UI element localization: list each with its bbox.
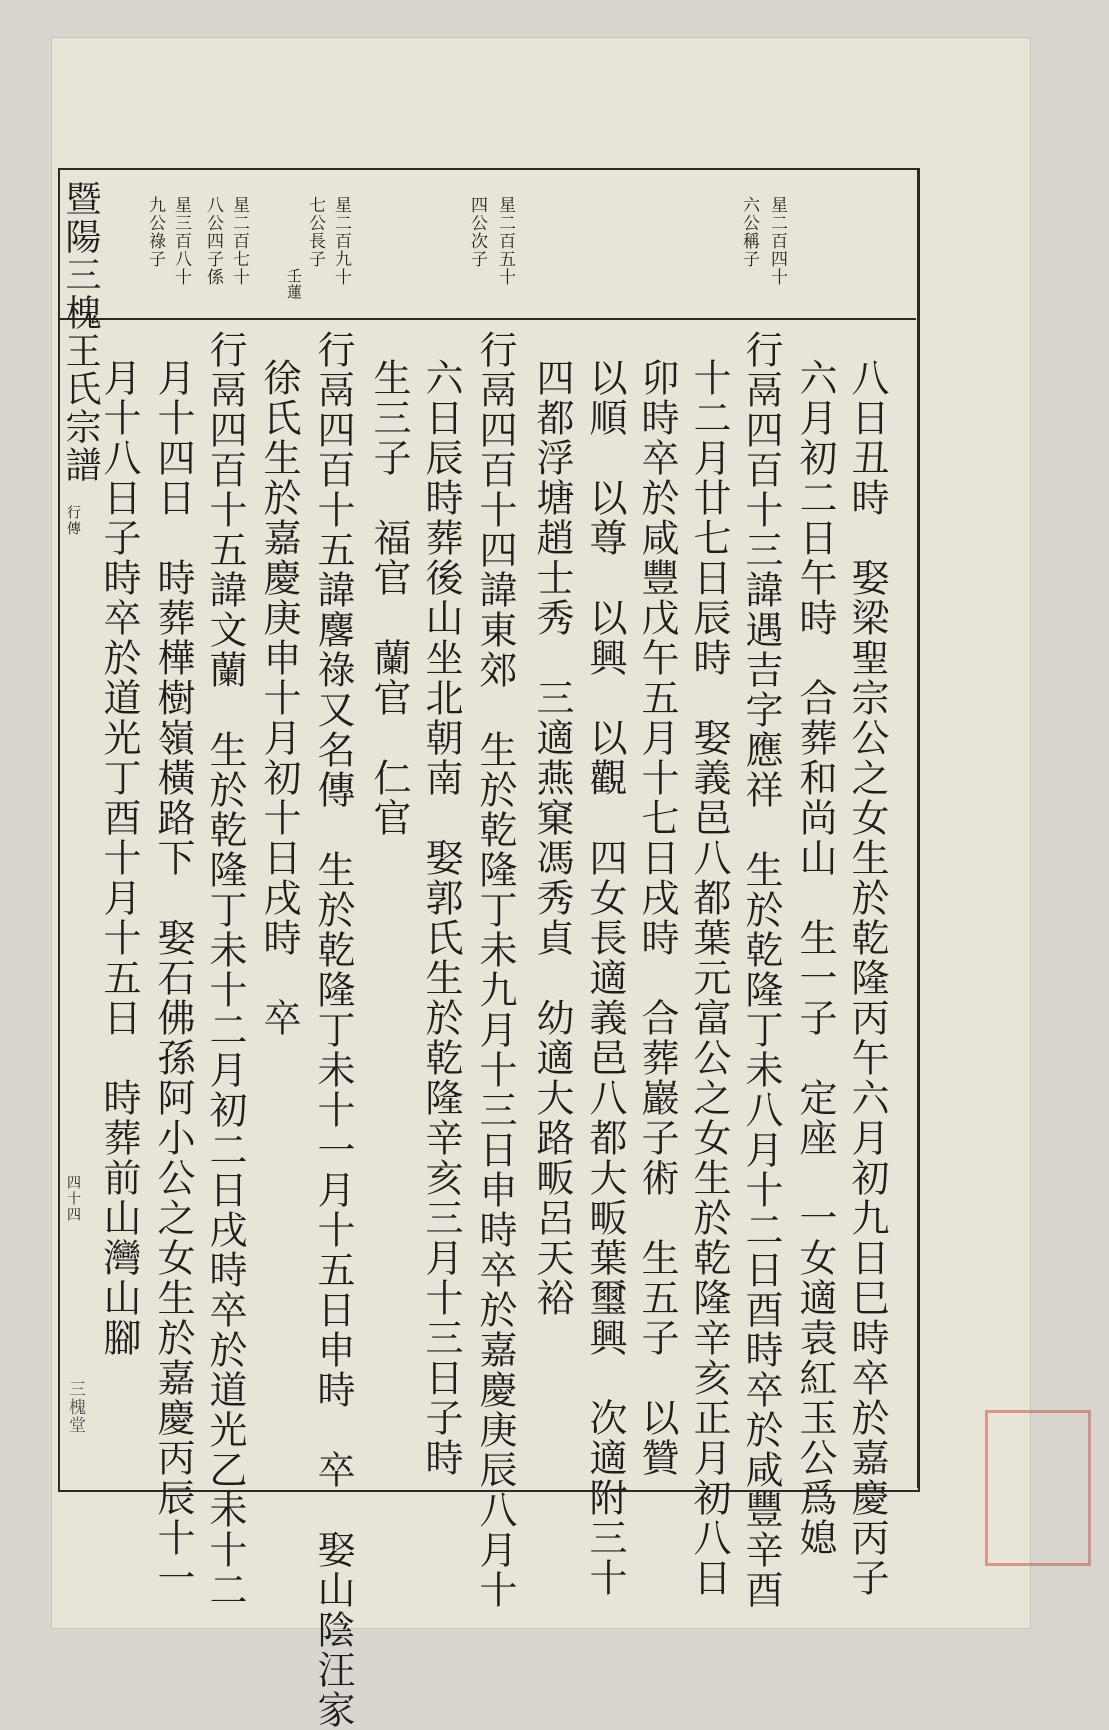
text-column-7: 四都浮塘趙士秀 三適燕窠馮秀貞 幼適大路畈呂天裕 [530, 358, 574, 1318]
library-seal [985, 1410, 1091, 1566]
text-column-1: 八日丑時 娶梁聖宗公之女生於乾隆丙午六月初九日巳時卒於嘉慶丙子 [845, 358, 889, 1598]
text-column-9: 六日辰時葬後山坐北朝南 娶郭氏生於乾隆辛亥三月十三日子時 [419, 358, 463, 1478]
text-column-2: 六月初二日午時 合葬和尚山 生一子 定座 一女適袁紅玉公爲媳 [793, 358, 837, 1558]
text-column-10: 生三子 福官 蘭官 仁官 [367, 358, 411, 838]
margin-section: 行傳 [65, 505, 81, 537]
upper-note-5-line2: 九公祿子 [145, 196, 165, 268]
upper-note-3-line2: 七公長子 [305, 196, 325, 268]
margin-title: 暨陽三槐王氏宗譜 [60, 180, 101, 484]
upper-note-4-line2: 八公四子係 [203, 196, 223, 286]
upper-note-1-line2: 六公稱子 [739, 196, 759, 268]
upper-note-1-line1: 星二百四十 [767, 196, 787, 286]
text-column-6: 以順 以尊 以興 以觀 四女長適義邑八都大畈葉璽興 次適附三十 [583, 358, 627, 1598]
upper-note-5-line1: 星三百八十 [171, 196, 191, 286]
upper-note-3-line1: 星二百九十 [331, 196, 351, 286]
upper-note-3-extra: 壬蓮 [285, 268, 303, 300]
frame-border-right [905, 168, 919, 1488]
upper-note-4-line1: 星二百七十 [229, 196, 249, 286]
text-column-8: 行鬲四百十四諱東郊 生於乾隆丁未九月十三日申時卒於嘉慶庚辰八月十 [473, 330, 517, 1610]
upper-note-2-line1: 星二百五十 [495, 196, 515, 286]
text-column-13: 行鬲四百十五諱文蘭 生於乾隆丁未十二月初二日戌時卒於道光乙未十二 [203, 330, 247, 1610]
text-column-11: 行鬲四百十五諱麐祿又名傳 生於乾隆丁未十一月十五日申時 卒 娶山陰汪家 [311, 330, 355, 1730]
text-column-3: 行鬲四百十三諱遇吉字應祥 生於乾隆丁未八月十二日酉時卒於咸豐辛酉 [739, 330, 783, 1610]
text-column-5: 卯時卒於咸豐戊午五月十七日戌時 合葬巖子術 生五子 以贊 [635, 358, 679, 1478]
text-column-4: 十二月廿七日辰時 娶義邑八都葉元富公之女生於乾隆辛亥正月初八日 [687, 358, 731, 1598]
text-column-12: 徐氏生於嘉慶庚申十月初十日戌時 卒 [257, 358, 301, 1038]
text-column-14: 月十四日 時葬樺樹嶺橫路下 娶石佛孫阿小公之女生於嘉慶丙辰十一 [151, 358, 195, 1598]
margin-page-number: 四十四 [65, 1175, 81, 1223]
register-divider [58, 318, 916, 320]
margin-printer: 三槐堂 [65, 1380, 85, 1434]
text-column-15: 月十八日子時卒於道光丁酉十月十五日 時葬前山灣山腳 [97, 358, 141, 1358]
upper-note-2-line2: 四公次子 [467, 196, 487, 268]
